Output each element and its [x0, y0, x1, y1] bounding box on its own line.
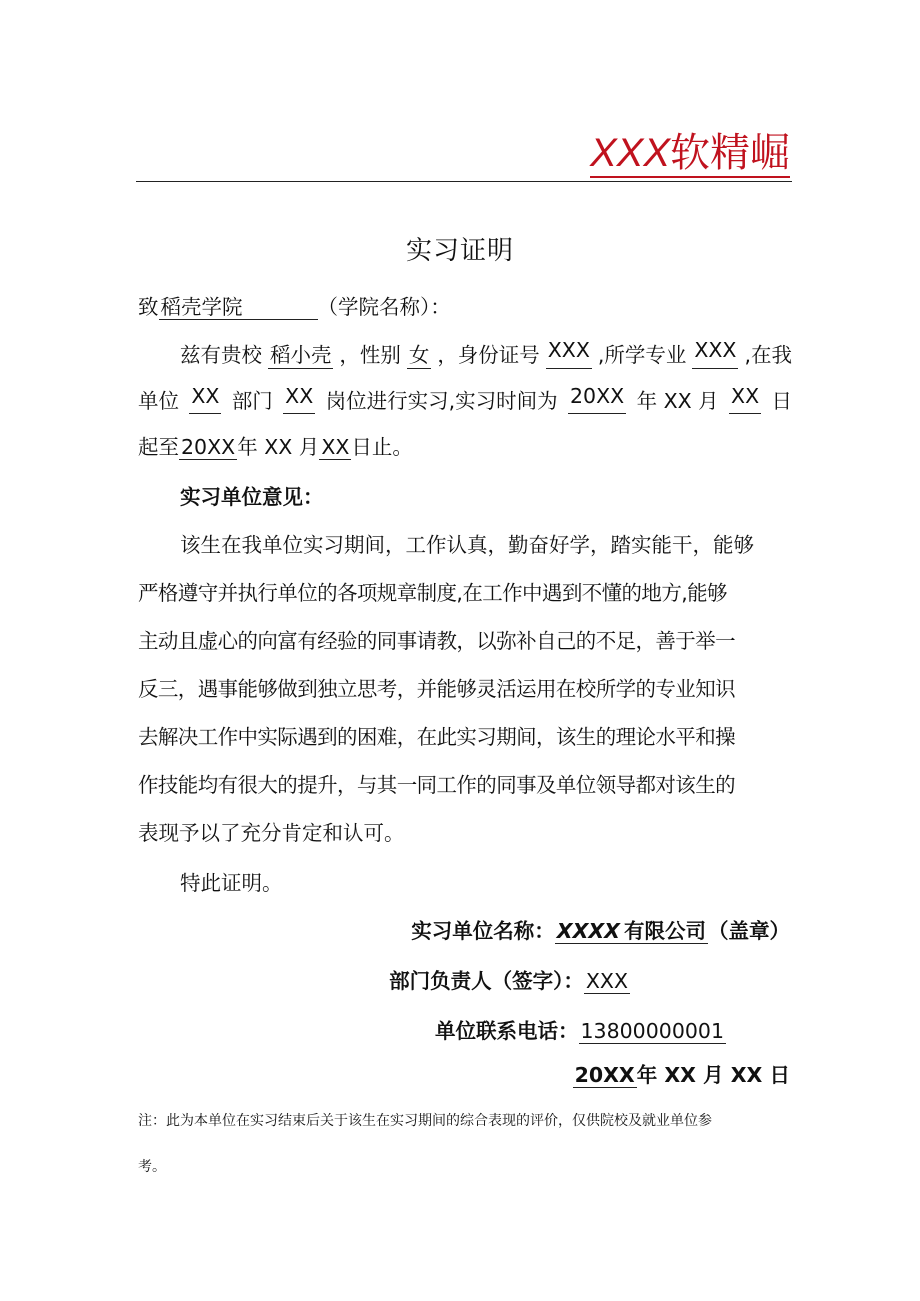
- opinion-line: 去解决工作中实际遇到的困难，在此实习期间，该生的理论水平和操: [138, 725, 735, 749]
- opinion-line: 严格遵守并执行单位的各项规章制度,在工作中遇到不懂的地方,能够: [138, 581, 727, 605]
- start-year: 20XX: [568, 384, 626, 414]
- text: 起至: [138, 435, 179, 459]
- manager-label: 部门负责人（签字）：: [389, 969, 584, 993]
- start-day: XX: [729, 384, 761, 414]
- company-label: 实习单位名称：: [411, 919, 555, 943]
- company-line: [411, 914, 790, 944]
- text: 岗位进行实习,实习时间为: [325, 389, 558, 413]
- opinion-line: 表现予以了充分肯定和认可。: [138, 821, 405, 845]
- brand-cn: 软精崛: [670, 130, 790, 176]
- phone-label: 单位联系电话：: [435, 1019, 579, 1043]
- major: XXX: [692, 338, 738, 369]
- department: XX: [189, 384, 221, 414]
- text: ,在我: [744, 343, 792, 367]
- opinion-line: 主动且虚心的向富有经验的同事请教，以弥补自己的不足，善于举一: [138, 629, 735, 653]
- school-hint: （学院名称）：: [317, 295, 451, 319]
- post: XX: [283, 384, 315, 414]
- intro-line-2: [138, 384, 792, 414]
- closing-text: 特此证明。: [180, 871, 283, 895]
- end-year: 20XX: [181, 435, 236, 459]
- id-number: XXX: [546, 338, 592, 369]
- opinion-line: 作技能均有很大的提升，与其一同工作的同事及单位领导都对该生的: [138, 773, 735, 797]
- text: 单位: [138, 389, 179, 413]
- school-name: 稻壳学院: [159, 295, 318, 320]
- salutation: [138, 290, 792, 320]
- text: ，性别: [339, 343, 401, 367]
- footnote-line-2: 考。: [138, 1159, 166, 1175]
- header-divider: [136, 181, 792, 182]
- date-year: 20XX: [574, 1063, 635, 1087]
- opinion-heading: 实习单位意见：: [180, 485, 324, 509]
- company-suffix: 有限公司: [624, 919, 706, 943]
- phone-value: 13800000001: [580, 1019, 724, 1043]
- text: ,所学专业: [597, 343, 687, 367]
- text: ，身份证号: [437, 343, 540, 367]
- student-name: 稻小壳: [268, 338, 334, 369]
- company-name: XXXX: [556, 919, 620, 943]
- manager-value: XXX: [585, 969, 628, 993]
- text: 部门: [231, 389, 273, 413]
- text: 年 XX 月: [636, 389, 719, 413]
- text: 日: [771, 389, 792, 413]
- footnote-line-1: 注：此为本单位在实习结束后关于该生在实习期间的综合表现的评价，仅供院校及就业单位参: [138, 1113, 712, 1129]
- intro-line-1: [180, 338, 792, 369]
- company-seal: （盖章）: [708, 919, 790, 943]
- student-gender: 女: [407, 338, 432, 369]
- salutation-prefix: 致: [138, 295, 159, 319]
- date-rest: 年 XX 月 XX 日: [636, 1063, 790, 1087]
- end-day: XX: [321, 435, 350, 459]
- manager-line: [389, 964, 630, 994]
- phone-line: [435, 1014, 726, 1044]
- page-title: 实习证明: [405, 236, 514, 266]
- text: 兹有贵校: [180, 343, 262, 367]
- date-line: [573, 1058, 790, 1088]
- opinion-line: 反三，遇事能够做到独立思考，并能够灵活运用在校所学的专业知识: [138, 677, 735, 701]
- brand-latin: XXX: [589, 131, 670, 175]
- opinion-line: 该生在我单位实习期间，工作认真，勤奋好学，踏实能干，能够: [180, 533, 754, 557]
- intro-line-3: [138, 430, 792, 460]
- text: 年 XX 月: [237, 435, 320, 459]
- text: 日止。: [351, 435, 413, 459]
- header-brand: [590, 132, 790, 178]
